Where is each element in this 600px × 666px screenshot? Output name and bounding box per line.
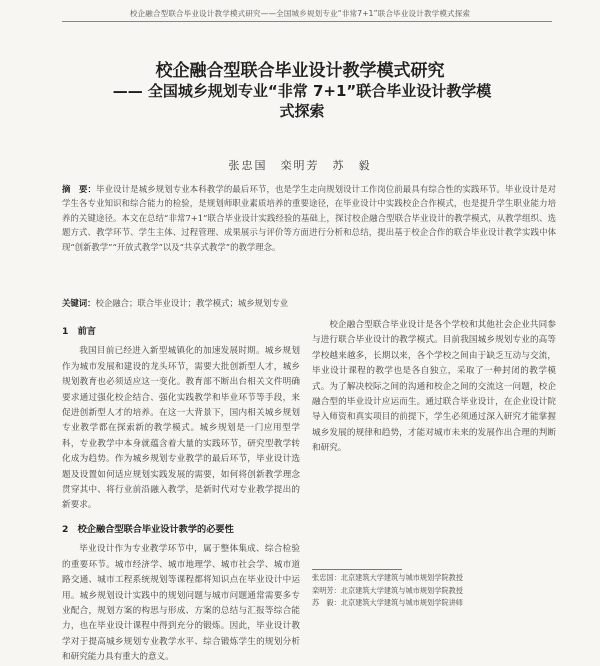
left-column bbox=[62, 318, 300, 666]
keywords-label: 关键词： bbox=[62, 298, 96, 308]
abstract-label: 摘 要： bbox=[62, 184, 97, 194]
footnote-author-2: 栾明芳：北京建筑大学建筑与城市规划学院教授 bbox=[312, 585, 463, 595]
section-2-heading: 2 校企融合型联合毕业设计教学的必要性 bbox=[62, 523, 234, 535]
abstract bbox=[62, 182, 556, 254]
paper-subtitle: —— 全国城乡规划专业“非常 7+1”联合毕业设计教学模式探索 bbox=[112, 82, 492, 120]
footnotes bbox=[312, 572, 556, 610]
header-rule bbox=[62, 21, 552, 22]
footnote-rule bbox=[312, 569, 402, 570]
footnote-author-1: 张忠国：北京建筑大学建筑与城市规划学院教授 bbox=[312, 573, 463, 582]
section-2-paragraph-2: 校企融合型联合毕业设计是各个学校和其他社会企业共同参与进行联合毕业设计的教学模式。目前我国城乡规划专业的高等学校越来越多，长期以来，各个学校之间由于缺乏互动与交流，毕业设计课程的教学也是各自独立，采取了一种封闭的教学模式。为了解决校际之间的沟通和校企之间的交流这一问题，校企融合型的毕业设计应运而生。通过联合毕业设计，在企业设计院导入师资和真实项目的前提下，学生必须通过深入研究才能掌握城乡发展的规律和趋势，才能对城市未来的发展作出合理的判断和研究。 bbox=[312, 320, 556, 454]
section-2-paragraph-1: 毕业设计作为专业教学环节中，属于整体集成、综合检验的重要环节。城市经济学、城市地理学、城市社会学、城市道路交通、城市工程系统规划等课程都将知识点在毕业设计中运用。城乡规划设计实践中的规划问题与城市问题通常需要多专业配合，规划方案的构思与形成、方案的总结与汇报等综合能力，也在毕业设计课程中得到充分的锻炼。因此，毕业设计教学对于提高城乡规划专业教学水平、综合锻炼学生的规划分析和研究能力具有重大的意义。 bbox=[62, 544, 300, 663]
keywords-text: 校企融合；联合毕业设计；教学模式；城乡规划专业 bbox=[95, 298, 289, 308]
footnote-author-3: 苏 毅：北京建筑大学建筑与城市规划学院讲师 bbox=[312, 598, 463, 607]
author-line: 张忠国 栾明芳 苏 毅 bbox=[228, 159, 372, 172]
abstract-text: 毕业设计是城乡规划专业本科教学的最后环节，也是学生走向规划设计工作岗位前最具有综合性的实践环节。毕业设计是对学生各专业知识和综合能力的检验，是规划师职业素质培养的重要途径，在毕业设计中实践校企合作模式，也是提升学生职业能力培养的关键途径。本文在总结“非常7+1”联合毕业设计实践经验的基础上，探讨校企融合型联合毕业设计的教学模式，从教学组织、选题方式、教学环节、学生主体、过程管理、成果展示与评价等方面进行分析和总结，提出基于校企合作的联合毕业设计教学实践中体现“创新教学”“开放式教学”以及“共享式教学”的教学理念。 bbox=[62, 184, 557, 252]
section-1-paragraph: 我国目前已经进入新型城镇化的加速发展时期。城乡规划作为城市发展和建设的龙头环节，需要大批创新型人才，城乡规划教育也必须适应这一变化。教育部不断出台相关文件明确要求通过强化校企结合、强化实践教学和毕业环节等手段，来促进创新型人才的培养。在这一大背景下，国内相关城乡规划专业教学都在探索新的教学模式。城乡规划是一门应用型学科，专业教学中本身就蕴含着大量的实践环节，研究型教学转化成为趋势。作为城乡规划专业教学的最后环节，毕业设计选题及设置如何适应规划实践发展的需要，如何将创新教学理念贯穿其中、将行业前沿融入教学，是新时代对专业教学提出的新要求。 bbox=[62, 346, 300, 511]
keywords bbox=[62, 297, 556, 310]
section-1-heading: 1 前言 bbox=[62, 326, 96, 337]
right-column bbox=[312, 318, 556, 457]
running-head: 校企融合型联合毕业设计教学模式研究——全国城乡规划专业“非常7+1”联合毕业设计教学模式探索 bbox=[129, 9, 471, 18]
paper-title: 校企融合型联合毕业设计教学模式研究 bbox=[155, 61, 445, 81]
